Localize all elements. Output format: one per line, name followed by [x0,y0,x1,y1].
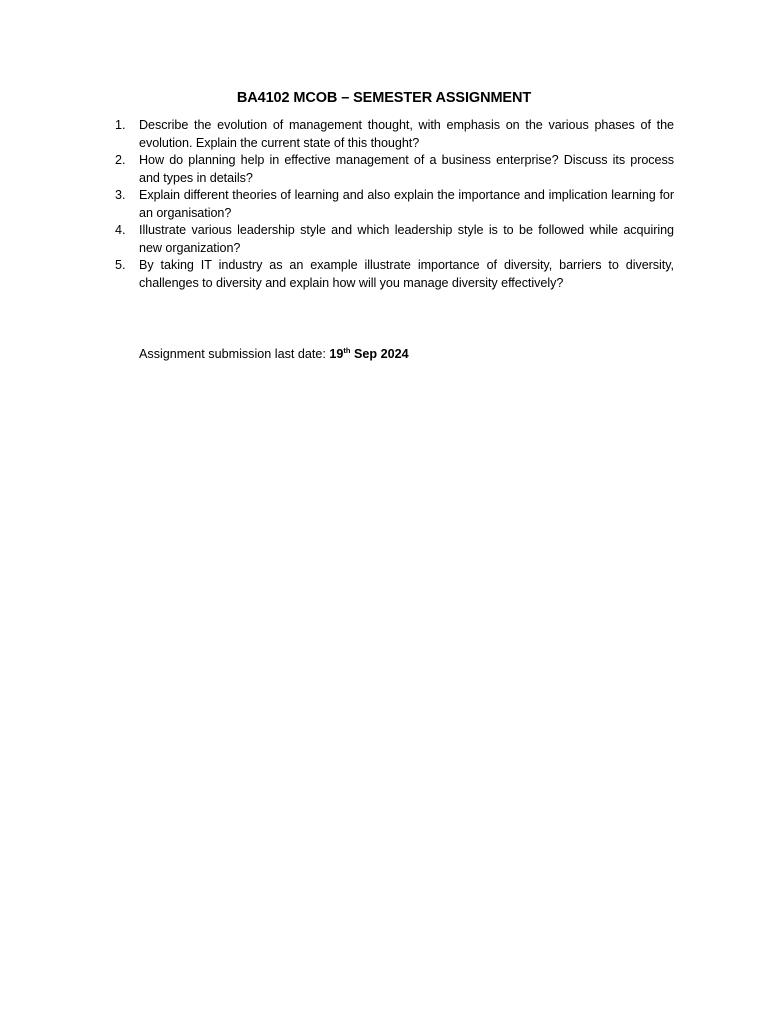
question-number: 4. [115,223,126,237]
question-text: Illustrate various leadership style and which leadership style is to be followed while acquiring new organization? [139,223,674,255]
submission-month-year: Sep 2024 [350,347,409,361]
document-title: BA4102 MCOB – SEMESTER ASSIGNMENT [236,90,532,106]
submission-deadline [139,346,409,364]
question-text: Describe the evolution of management thought, with emphasis on the various phases of the evolution. Explain the current state of this thought? [139,118,674,150]
question-number: 5. [115,258,126,272]
question-list [115,117,674,292]
submission-day-suffix: th [343,346,351,355]
question-number: 2. [115,153,126,167]
question-number: 1. [115,118,126,132]
submission-day: 19 [329,347,344,361]
submission-label: Assignment submission last date: [139,347,330,361]
question-number: 3. [115,188,126,202]
question-item [115,257,674,292]
question-text: How do planning help in effective management of a business enterprise? Discuss its process and types in details? [139,153,674,185]
question-text: Explain different theories of learning and also explain the importance and implication learning for an organisation? [139,188,674,220]
submission-date [329,347,408,361]
question-item [115,117,674,152]
question-text: By taking IT industry as an example illustrate importance of diversity, barriers to diversity, challenges to diversity and explain how will you manage diversity effectively? [139,258,674,290]
question-item [115,187,674,222]
question-item [115,152,674,187]
question-item [115,222,674,257]
